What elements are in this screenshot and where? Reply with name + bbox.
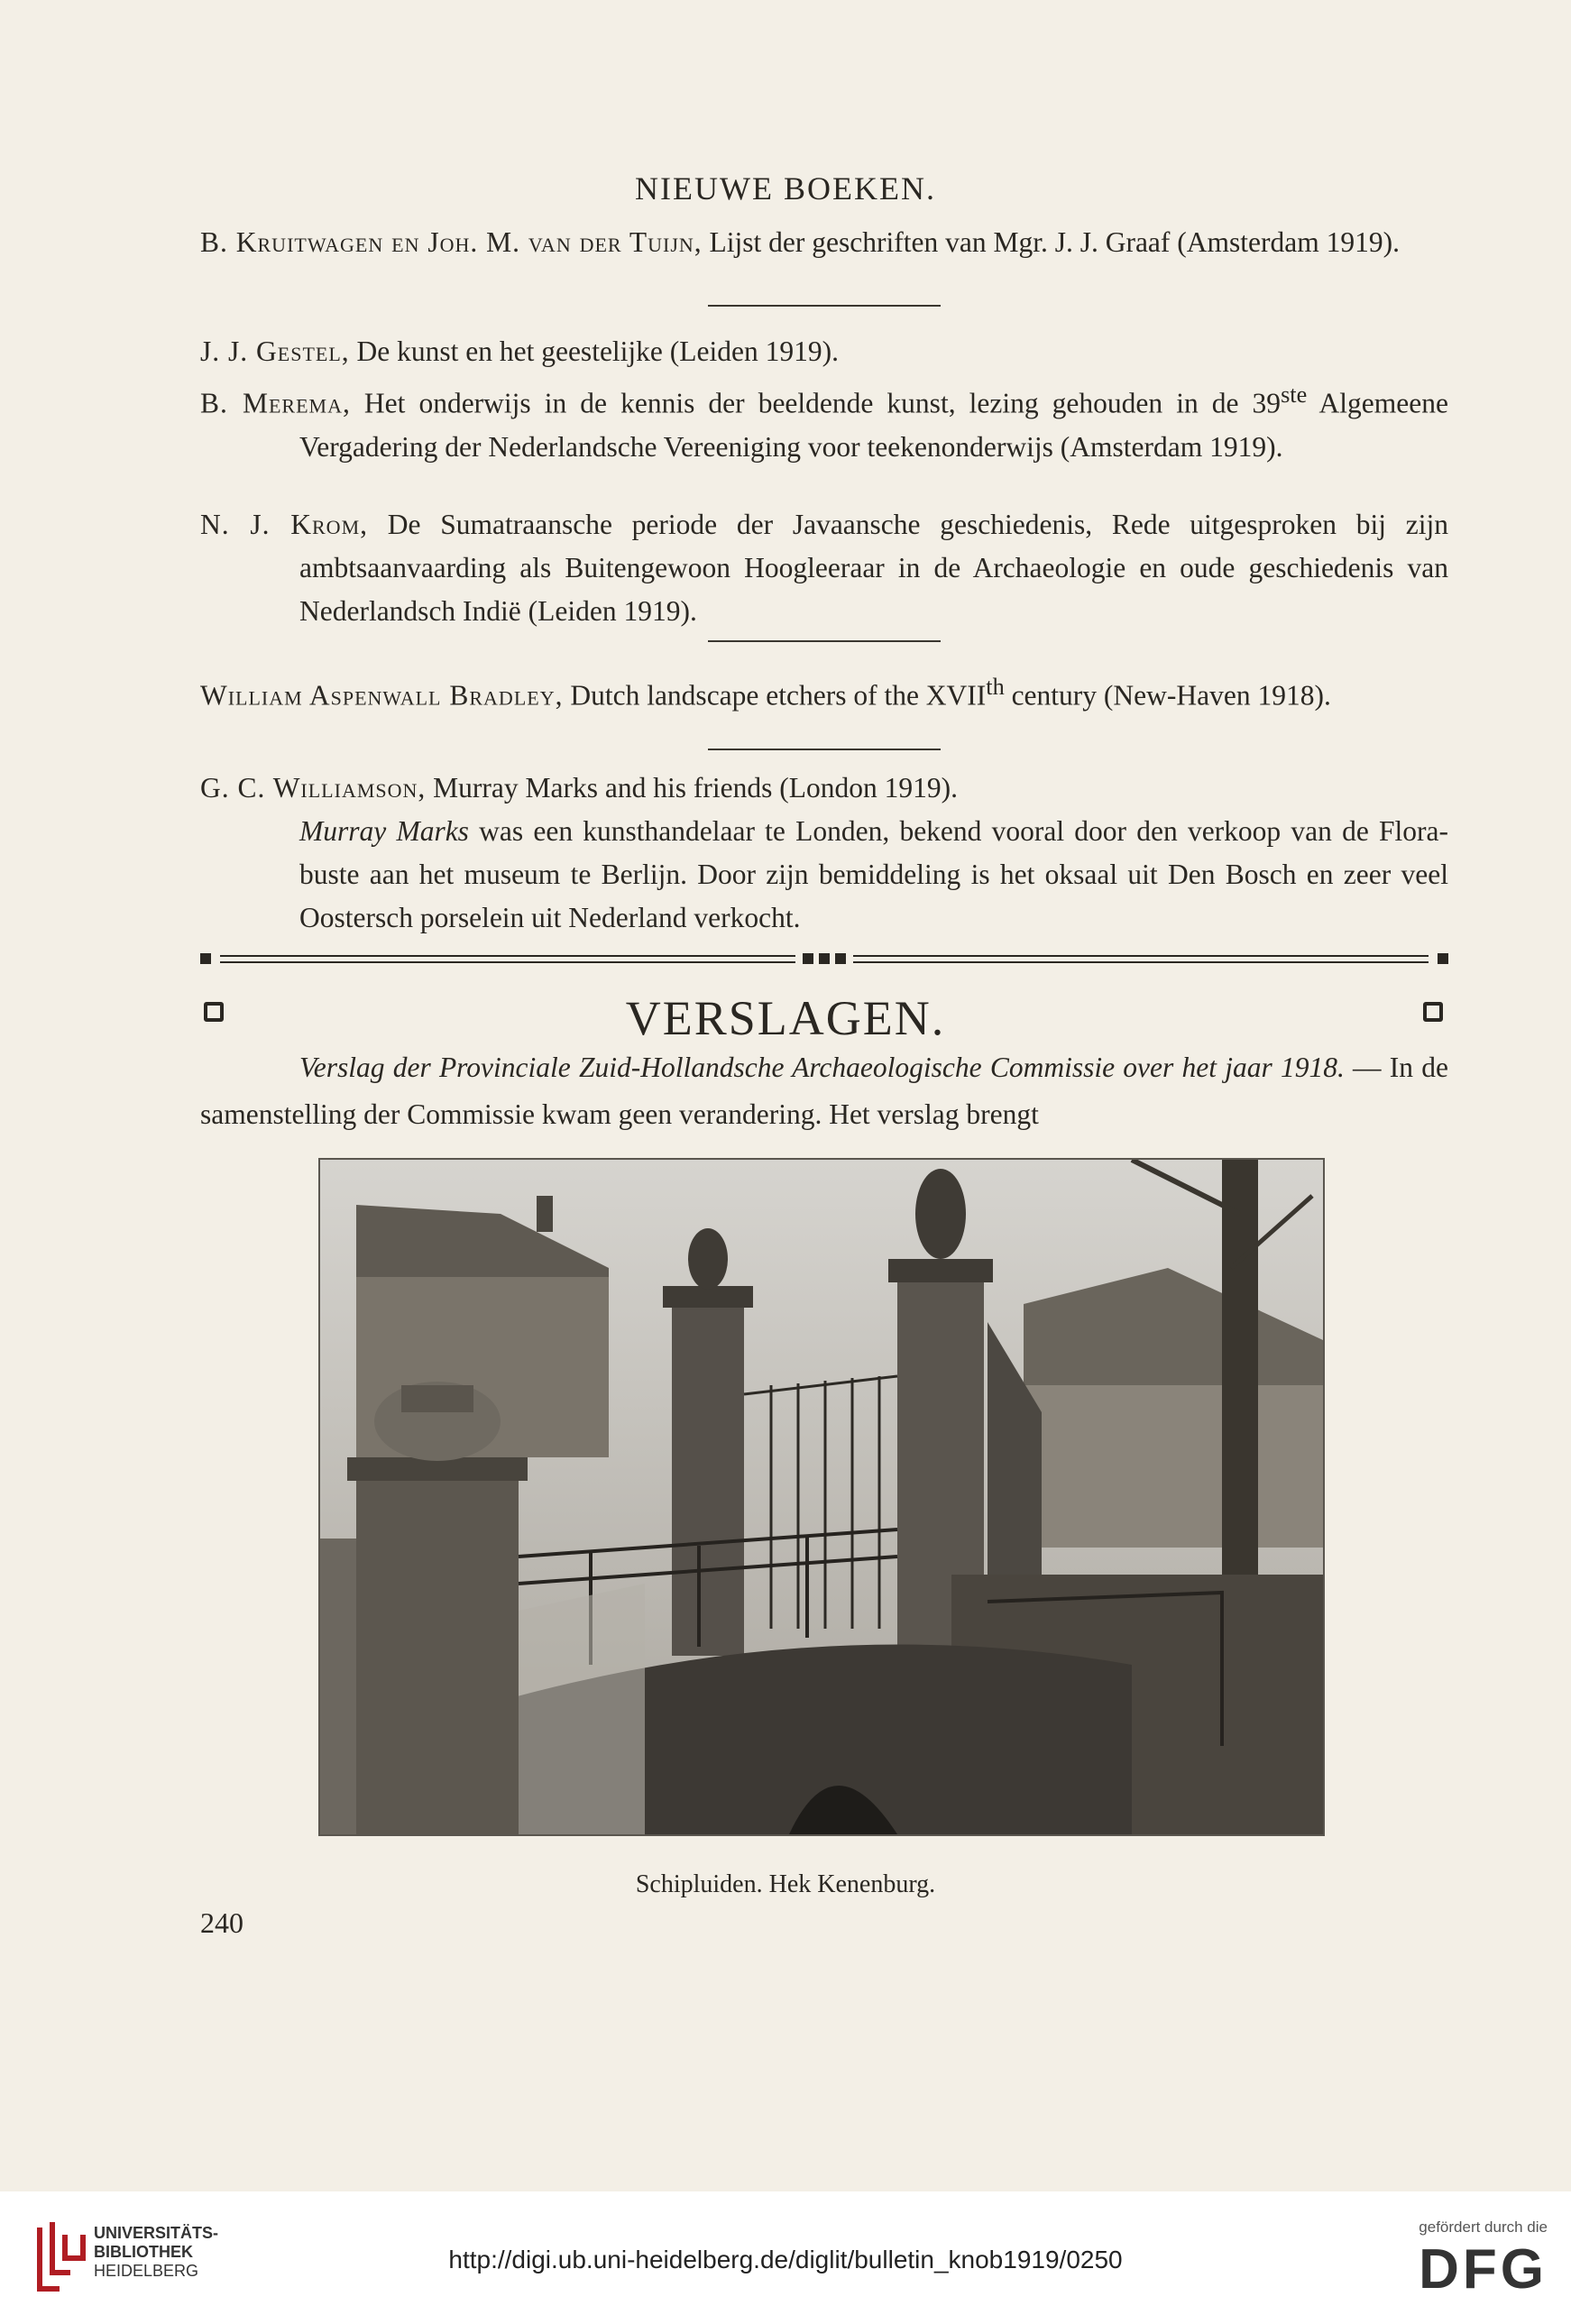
entry-author: G. C. Williamson, [200, 772, 427, 804]
separator-line [708, 305, 941, 307]
superscript: ste [1281, 381, 1308, 408]
dfg-logo: DFG [1419, 2238, 1548, 2301]
footer-bar [0, 2191, 1571, 2324]
entry-author: William Aspenwall Bradley, [200, 679, 564, 712]
entry-text: Het onderwijs in de kennis der beeldende kunst, lezing gehouden in de 39 [350, 387, 1282, 419]
separator-line [708, 640, 941, 642]
section-heading-nieuwe-boeken: NIEUWE BOEKEN. [635, 170, 936, 207]
book-entry [200, 330, 1448, 373]
note-italic: Murray Marks [299, 815, 469, 847]
entry-note [299, 810, 1448, 940]
ornamental-divider [200, 951, 1448, 968]
university-library-name: UNIVERSITÄTS- BIBLIOTHEK HEIDELBERG [94, 2224, 219, 2280]
photograph-gate [318, 1158, 1325, 1836]
entry-author: B. Merema, [200, 387, 351, 419]
entry-text: Dutch landscape etchers of the XVII [563, 679, 987, 712]
entry-author: B. Kruitwagen en Joh. M. van der Tuijn, [200, 226, 703, 258]
verslag-paragraph [200, 1044, 1448, 1138]
entry-text: Murray Marks and his friends (London 1919). [426, 772, 958, 804]
book-entry [200, 373, 1448, 469]
verslag-title: Verslag der Provinciale Zuid-Hollandsche Archaeologische Commissie over het jaar 1918. [299, 1052, 1345, 1083]
entry-text: Lijst der geschriften van Mgr. J. J. Graaf (Amsterdam 1919). [702, 226, 1400, 258]
entry-author: J. J. Gestel, [200, 335, 350, 367]
note-text: was een kunsthandelaar te Londen, bekend vooral door den verkoop van de Flora-buste aan het museum te Berlijn. Door zijn bemiddeling is het oksaal uit Den Bosch en zeer veel Oostersch porselein uit Nederland verkocht. [299, 815, 1449, 933]
entry-text: De Sumatraansche periode der Javaansche geschiedenis, Rede uitgesproken bij zijn ambtsaanvaarding als Buitengewoon Hoogleeraar in de Archaeologie en oude geschiedenis van Nederlandsch Indië (Leiden 1919). [299, 509, 1449, 627]
entry-text: century (New-Haven 1918). [1004, 679, 1331, 712]
source-url-link[interactable]: http://digi.ub.uni-heidelberg.de/diglit/bulletin_knob1919/0250 [448, 2246, 1123, 2273]
photo-caption: Schipluiden. Hek Kenenburg. [635, 1870, 936, 1898]
separator-line [708, 749, 941, 750]
entry-text: Algemeene Vergadering der Nederlandsche Vereeniging voor teekenonderwijs (Amsterdam 1919). [299, 387, 1448, 463]
ornament-square-right [1423, 1002, 1443, 1022]
book-entry [200, 221, 1448, 264]
book-entry [200, 666, 1448, 718]
entry-text: De kunst en het geestelijke (Leiden 1919). [349, 335, 839, 367]
entry-author: N. J. Krom, [200, 509, 369, 540]
page-number: 240 [200, 1906, 243, 1939]
book-entry [200, 503, 1448, 633]
section-heading-verslagen: VERSLAGEN. [625, 991, 946, 1045]
funder-label: gefördert durch die [1419, 2218, 1548, 2236]
superscript: th [986, 674, 1005, 700]
verslag-text: — In de samenstelling der Commissie kwam geen verandering. Het verslag brengt [200, 1052, 1448, 1130]
book-entry [200, 767, 1448, 810]
